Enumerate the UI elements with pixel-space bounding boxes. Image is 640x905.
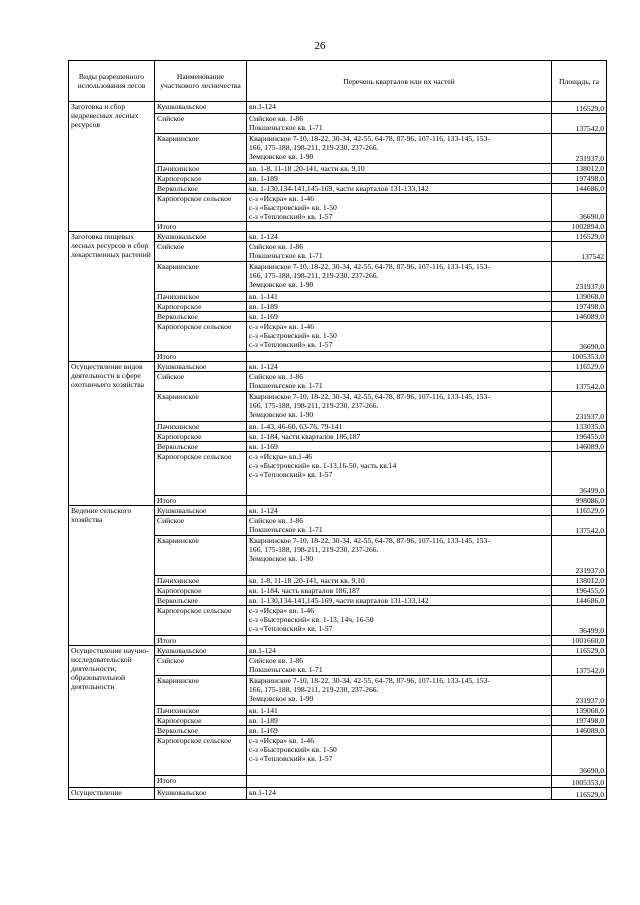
quarters-line: Кварнинское 7-10, 18-22, 30-34, 42-55, 64-78, 87-96, 107-116, 133-145, 153-: [249, 676, 490, 685]
quarters-cell: [247, 242, 552, 262]
quarters-line: с-з «Тепловский» кв. 1-57: [249, 470, 333, 479]
quarters-cell: [247, 576, 552, 586]
quarters-cell: [247, 516, 552, 536]
quarters-line: кв. 1-141: [249, 292, 278, 301]
quarters-line: кв. 1-8, 11-18 ,20-141, части кв. 9,10: [249, 576, 365, 585]
quarters-line: 166, 175-188, 198-211, 219-230, 237-266.: [249, 401, 379, 410]
quarters-line: с-з «Искра» кв. 1-46: [249, 606, 314, 615]
quarters-line: Земцовское кв. 1-90: [249, 410, 314, 419]
quarters-cell: [247, 184, 552, 194]
quarters-cell: [247, 134, 552, 164]
quarters-cell: [247, 656, 552, 676]
area-cell: 196455,0: [552, 432, 607, 442]
area-cell: 146089,0: [552, 442, 607, 452]
page-number: 26: [314, 40, 326, 52]
forestry-cell: Кварнинское: [155, 536, 247, 576]
quarters-cell: [247, 506, 552, 516]
area-cell: 197498,0: [552, 302, 607, 312]
quarters-line: Земцовское кв. 1-90: [249, 554, 314, 563]
quarters-line: с-з «Тепловский» кв. 1-57: [249, 212, 333, 221]
quarters-line: кв. 1-141: [249, 706, 278, 715]
quarters-line: кв. 1-169: [249, 726, 278, 735]
area-cell: 133035,0: [552, 422, 607, 432]
forestry-cell: Итого: [155, 352, 247, 362]
area-cell: 146089,0: [552, 726, 607, 736]
quarters-cell: [247, 736, 552, 776]
area-cell: 137542,0: [552, 372, 607, 392]
quarters-line: с-з «Тепловский» кв. 1-57: [249, 340, 333, 349]
quarters-cell: [247, 232, 552, 242]
quarters-cell: [247, 292, 552, 302]
quarters-line: кв. 1-124: [249, 506, 278, 515]
quarters-cell: [247, 302, 552, 312]
forestry-cell: Кушковальское: [155, 788, 247, 800]
quarters-line: с-з «Быстровский» кв. 1-13, 14ч, 16-50: [249, 615, 374, 624]
quarters-line: кв. 1-8, 11-18 ,20-141, части кв. 9,10: [249, 164, 365, 173]
quarters-line: кв. 1-189: [249, 302, 278, 311]
quarters-line: 166, 175-188, 198-211, 219-230, 237-266.: [249, 685, 379, 694]
quarters-cell: [247, 174, 552, 184]
forestry-cell: Кварнинское: [155, 262, 247, 292]
quarters-cell: [247, 164, 552, 174]
area-cell: 137542,0: [552, 516, 607, 536]
quarters-cell: [247, 452, 552, 496]
forestry-cell: Сийское: [155, 656, 247, 676]
quarters-line: с-з «Искра» кв.1-46: [249, 452, 313, 461]
area-cell: 116529,0: [552, 102, 607, 114]
quarters-line: Земцовское кв. 1-90: [249, 152, 314, 161]
quarters-line: кв. 1-130,134-141,145-169, части кварталов 131-133,142: [249, 184, 429, 193]
quarters-line: 166, 175-188, 198-211, 219-230, 237-266.: [249, 271, 379, 280]
quarters-cell: [247, 312, 552, 322]
area-cell: 196455,0: [552, 586, 607, 596]
forestry-cell: Карпогорское сельское: [155, 452, 247, 496]
forest-usage-table: [68, 60, 607, 800]
quarters-cell: [247, 442, 552, 452]
forestry-cell: Сийское: [155, 516, 247, 536]
usage-cell: Осуществление: [69, 788, 155, 800]
header-quarters: Перечень кварталов или их частей: [247, 61, 552, 102]
quarters-line: кв. 1-124: [249, 232, 278, 241]
quarters-cell: [247, 636, 552, 646]
quarters-line: Сийское кв. 1-86: [249, 242, 304, 251]
table-row: [69, 506, 607, 516]
area-cell: 231937,0: [552, 536, 607, 576]
area-cell: 1002894,0: [552, 222, 607, 232]
forestry-cell: Итого: [155, 222, 247, 232]
area-cell: 137542,0: [552, 656, 607, 676]
usage-cell: Ведение сельского хозяйства: [69, 506, 155, 646]
area-cell: 116529,0: [552, 506, 607, 516]
quarters-line: с-з «Быстровский» кв. 1-50: [249, 331, 337, 340]
area-cell: 998086,0: [552, 496, 607, 506]
quarters-line: кв. 1-43, 46-60, 63-76, 79-141: [249, 422, 343, 431]
area-cell: 36690,0: [552, 322, 607, 352]
area-cell: 138012,0: [552, 164, 607, 174]
quarters-line: кв. 1-184, часть кварталов 186,187: [249, 586, 360, 595]
table-row: [69, 232, 607, 242]
forestry-cell: Карпогорское: [155, 586, 247, 596]
area-cell: 137542: [552, 242, 607, 262]
quarters-cell: [247, 496, 552, 506]
quarters-cell: [247, 646, 552, 656]
quarters-cell: [247, 788, 552, 800]
quarters-line: Земцовское кв. 1-90: [249, 280, 314, 289]
quarters-line: кв.1-124: [249, 646, 276, 655]
forestry-cell: Кушковальское: [155, 102, 247, 114]
table-row: [69, 646, 607, 656]
quarters-line: кв. 1-124: [249, 362, 278, 371]
usage-cell: Заготовка пищевых лесных ресурсов и сбор лекарственных растений: [69, 232, 155, 362]
quarters-line: кв. 1-130,134-141,145-169, части кварталов 131-133,142: [249, 596, 429, 605]
area-cell: 231937,0: [552, 392, 607, 422]
forestry-cell: Карпогорское сельское: [155, 606, 247, 636]
forestry-cell: Кушковальское: [155, 506, 247, 516]
quarters-cell: [247, 372, 552, 392]
quarters-cell: [247, 422, 552, 432]
quarters-line: с-з «Искра» кв. 1-46: [249, 322, 314, 331]
quarters-line: кв. 1-169: [249, 312, 278, 321]
area-cell: 36499,0: [552, 452, 607, 496]
forestry-cell: Карпогорское сельское: [155, 322, 247, 352]
quarters-line: Кварнинское 7-10, 18-22, 30-34, 42-55, 64-78, 87-96, 107-116, 133-145, 153-: [249, 134, 490, 143]
area-cell: 197498,0: [552, 174, 607, 184]
quarters-line: Сийское кв. 1-86: [249, 516, 304, 525]
area-cell: 36690,0: [552, 194, 607, 222]
quarters-line: кв.1-124: [249, 788, 276, 797]
area-cell: 116529,0: [552, 788, 607, 800]
quarters-cell: [247, 776, 552, 788]
quarters-cell: [247, 706, 552, 716]
area-cell: 139068,0: [552, 292, 607, 302]
forestry-cell: Итого: [155, 776, 247, 788]
usage-cell: Заготовка и сбор недревесных лесных ресурсов: [69, 102, 155, 232]
forestry-cell: Карпогорское: [155, 716, 247, 726]
quarters-cell: [247, 586, 552, 596]
area-cell: 231937,0: [552, 262, 607, 292]
quarters-line: 166, 175-188, 198-211, 219-230, 237-266.: [249, 143, 379, 152]
quarters-cell: [247, 222, 552, 232]
quarters-line: с-з «Тепловский» кв. 1-57: [249, 754, 333, 763]
forestry-cell: Кварнинское: [155, 676, 247, 706]
area-cell: 1005353,0: [552, 776, 607, 788]
quarters-line: Кварнинское 7-10, 18-22, 30-34, 42-55, 64-78, 87-96, 107-116, 133-145, 153-: [249, 392, 490, 401]
quarters-cell: [247, 606, 552, 636]
quarters-line: Кварнинское 7-10, 18-22, 30-34, 42-55, 64-78, 87-96, 107-116, 133-145, 153-: [249, 262, 490, 271]
quarters-cell: [247, 716, 552, 726]
forestry-cell: Верколъское: [155, 442, 247, 452]
forestry-cell: Кушковальское: [155, 646, 247, 656]
forestry-cell: Сийское: [155, 114, 247, 134]
usage-cell: Осуществление видов деятельности в сфере охотничьего хозяйства: [69, 362, 155, 506]
quarters-line: Покшеньгское кв. 1-71: [249, 251, 323, 260]
quarters-line: Кварнинское 7-10, 18-22, 30-34, 42-55, 64-78, 87-96, 107-116, 133-145, 153-: [249, 536, 490, 545]
header-usage: Виды разрешенного использования лесов: [69, 61, 155, 102]
area-cell: 139068,0: [552, 706, 607, 716]
forestry-cell: Кварнинское: [155, 392, 247, 422]
quarters-line: кв. 1-169: [249, 442, 278, 451]
quarters-line: с-з «Искра» кв. 1-46: [249, 194, 314, 203]
header-forestry: Наименование участкового лесничества: [155, 61, 247, 102]
forestry-cell: Кушковальское: [155, 232, 247, 242]
quarters-line: Покшеньгское кв. 1-71: [249, 381, 323, 390]
quarters-cell: [247, 322, 552, 352]
quarters-line: с-з «Тепловский» кв. 1-57: [249, 624, 333, 633]
header-area: Площадь, га: [552, 61, 607, 102]
forestry-cell: Кушковальское: [155, 362, 247, 372]
area-cell: 231937,0: [552, 676, 607, 706]
quarters-line: Покшеньгское кв. 1-71: [249, 123, 323, 132]
forestry-cell: Верколъское: [155, 312, 247, 322]
area-cell: 144686,0: [552, 184, 607, 194]
quarters-cell: [247, 352, 552, 362]
forestry-cell: Карпогорское: [155, 432, 247, 442]
forestry-cell: Верколъское: [155, 184, 247, 194]
quarters-line: Сийское кв. 1-86: [249, 372, 304, 381]
quarters-cell: [247, 432, 552, 442]
quarters-cell: [247, 596, 552, 606]
area-cell: 36499,0: [552, 606, 607, 636]
table-header: [69, 61, 607, 102]
forestry-cell: Итого: [155, 636, 247, 646]
quarters-line: кв. 1-189: [249, 174, 278, 183]
quarters-line: Покшеньгское кв. 1-71: [249, 665, 323, 674]
forestry-cell: Верколъское: [155, 726, 247, 736]
quarters-line: с-з «Быстровский» кв. 1-50: [249, 745, 337, 754]
quarters-cell: [247, 392, 552, 422]
quarters-line: 166, 175-188, 198-211, 219-230, 237-266.: [249, 545, 379, 554]
area-cell: 144686,0: [552, 596, 607, 606]
quarters-line: Сийское кв. 1-86: [249, 656, 304, 665]
quarters-line: кв. 1-189: [249, 716, 278, 725]
quarters-cell: [247, 114, 552, 134]
quarters-line: с-з «Искра» кв. 1-46: [249, 736, 314, 745]
quarters-cell: [247, 194, 552, 222]
table-row: [69, 788, 607, 800]
area-cell: 197498,0: [552, 716, 607, 726]
table-body: [69, 102, 607, 800]
quarters-cell: [247, 262, 552, 292]
forestry-cell: Карпогорское: [155, 302, 247, 312]
forestry-cell: Итого: [155, 496, 247, 506]
forestry-cell: Пачихинское: [155, 576, 247, 586]
quarters-line: кв.1-124: [249, 102, 276, 111]
quarters-cell: [247, 102, 552, 114]
quarters-cell: [247, 362, 552, 372]
area-cell: 231937,0: [552, 134, 607, 164]
forestry-cell: Карпогорское сельское: [155, 194, 247, 222]
forestry-cell: Карпогорское: [155, 174, 247, 184]
quarters-line: кв. 1-184, части кварталов 186,187: [249, 432, 361, 441]
area-cell: 138012,0: [552, 576, 607, 586]
forestry-cell: Пачихинское: [155, 706, 247, 716]
area-cell: 1001660,0: [552, 636, 607, 646]
area-cell: 116529,0: [552, 362, 607, 372]
area-cell: 1005353,0: [552, 352, 607, 362]
usage-cell: Осуществление научно-исследовательской деятельности, образовательной деятельности: [69, 646, 155, 788]
forestry-cell: Карпогорское сельское: [155, 736, 247, 776]
forestry-cell: Сийское: [155, 242, 247, 262]
quarters-line: Земцовское кв. 1-90: [249, 694, 314, 703]
forestry-cell: Пачихинское: [155, 422, 247, 432]
area-cell: 116529,0: [552, 232, 607, 242]
quarters-cell: [247, 676, 552, 706]
forestry-cell: Верколъское: [155, 596, 247, 606]
area-cell: 146089,0: [552, 312, 607, 322]
area-cell: 36690,0: [552, 736, 607, 776]
quarters-cell: [247, 536, 552, 576]
quarters-line: Покшеньгское кв. 1-71: [249, 525, 323, 534]
forestry-cell: Пачихинское: [155, 164, 247, 174]
quarters-line: с-з «Быстровский» кв. 1-50: [249, 203, 337, 212]
table-row: [69, 102, 607, 114]
quarters-cell: [247, 726, 552, 736]
forestry-cell: Пачихинское: [155, 292, 247, 302]
area-cell: 116529,0: [552, 646, 607, 656]
forestry-cell: Кварнинское: [155, 134, 247, 164]
quarters-line: с-з «Быстровский» кв. 1-13,16-50, часть кв.14: [249, 461, 397, 470]
quarters-line: Сийское кв. 1-86: [249, 114, 304, 123]
table-row: [69, 362, 607, 372]
area-cell: 137542,0: [552, 114, 607, 134]
forestry-cell: Сийское: [155, 372, 247, 392]
